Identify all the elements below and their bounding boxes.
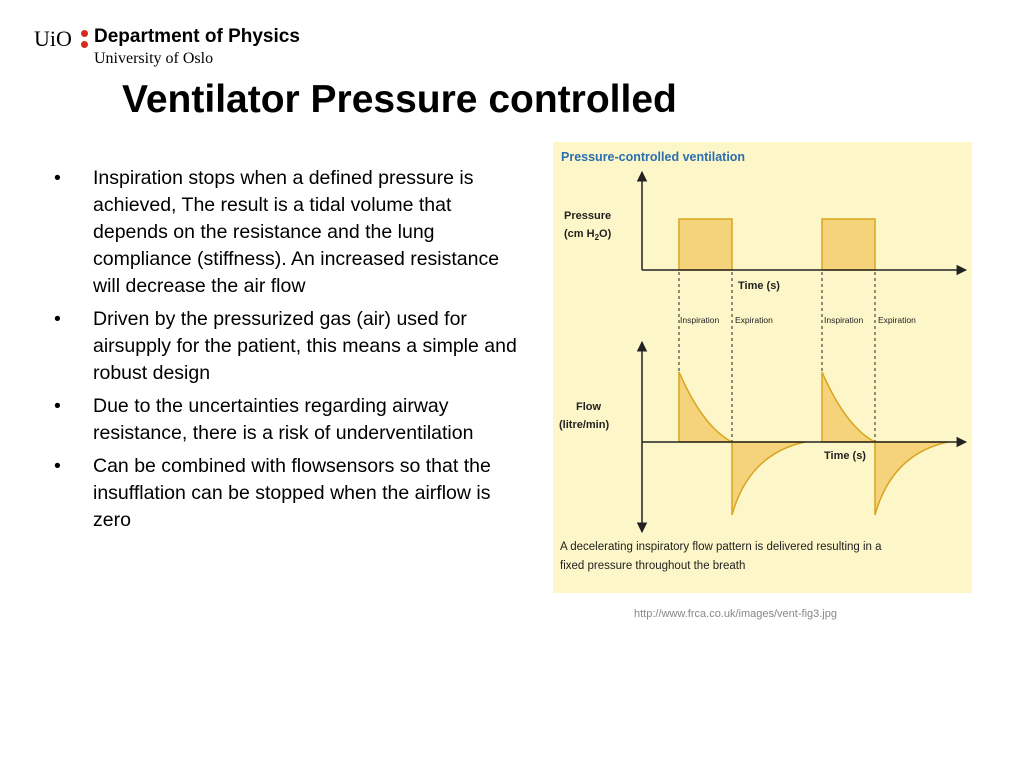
slide-title: Ventilator Pressure controlled [122,78,677,121]
pressure-axis-unit: (cm $H_2O$) [564,228,612,242]
bullet-text: Driven by the pressurized gas (air) used for airsupply for the patient, this means a simple and robust design [93,308,517,384]
phase-labels [680,315,916,325]
logo-uio-text: UiO [34,26,72,51]
phase-label: Inspiration [824,315,864,325]
bullet-item [52,165,530,300]
bullet-item [52,453,530,534]
phase-label: Expiration [735,315,773,325]
image-source-link[interactable]: http://www.frca.co.uk/images/vent-fig3.jpg [634,608,837,620]
bullet-text: Can be combined with flowsensors so that the insufflation can be stopped when the airflow is zero [93,455,491,531]
bullet-icon: • [54,455,61,477]
bullet-text: Due to the uncertainties regarding airway resistance, there is a risk of underventilation [93,395,474,444]
time-axis-label-bottom: Time (s) [824,450,866,462]
flow-plot [559,342,966,532]
expiratory-flow-1 [732,442,805,515]
logo-colon-icon [81,30,88,48]
department-name: Department of Physics [94,26,300,47]
bullet-icon: • [54,167,61,189]
time-axis-label-top: Time (s) [738,280,780,292]
pressure-axis-label: Pressure [564,210,612,222]
bullet-item [52,393,530,447]
bullet-icon: • [54,395,61,417]
diagram-caption-line-2: fixed pressure throughout the breath [560,560,746,572]
diagram-caption-line-1: A decelerating inspiratory flow pattern is delivered resulting in a [560,541,882,553]
pressure-plot [564,172,966,292]
bullet-list [52,165,530,540]
inspiratory-flow-2 [822,372,875,442]
diagram-title: Pressure-controlled ventilation [561,150,746,164]
flow-axis-label: Flow [576,401,602,413]
pressure-pulse-1 [679,219,732,270]
expiratory-flow-2 [875,442,948,515]
phase-label: Inspiration [680,315,720,325]
phase-label: Expiration [878,315,916,325]
flow-axis-unit: (litre/min) [559,419,610,431]
ventilation-diagram-svg [553,142,972,593]
inspiratory-flow-1 [679,372,732,442]
pressure-pulse-2 [822,219,875,270]
bullet-item [52,306,530,387]
bullet-icon: • [54,308,61,330]
ventilation-diagram [553,142,972,593]
university-name: University of Oslo [94,50,214,67]
bullet-text: Inspiration stops when a defined pressure is achieved, The result is a tidal volume that depends on the resistance and the lung compliance (stiffness). An increased resistance will decrease the air flow [93,167,500,297]
